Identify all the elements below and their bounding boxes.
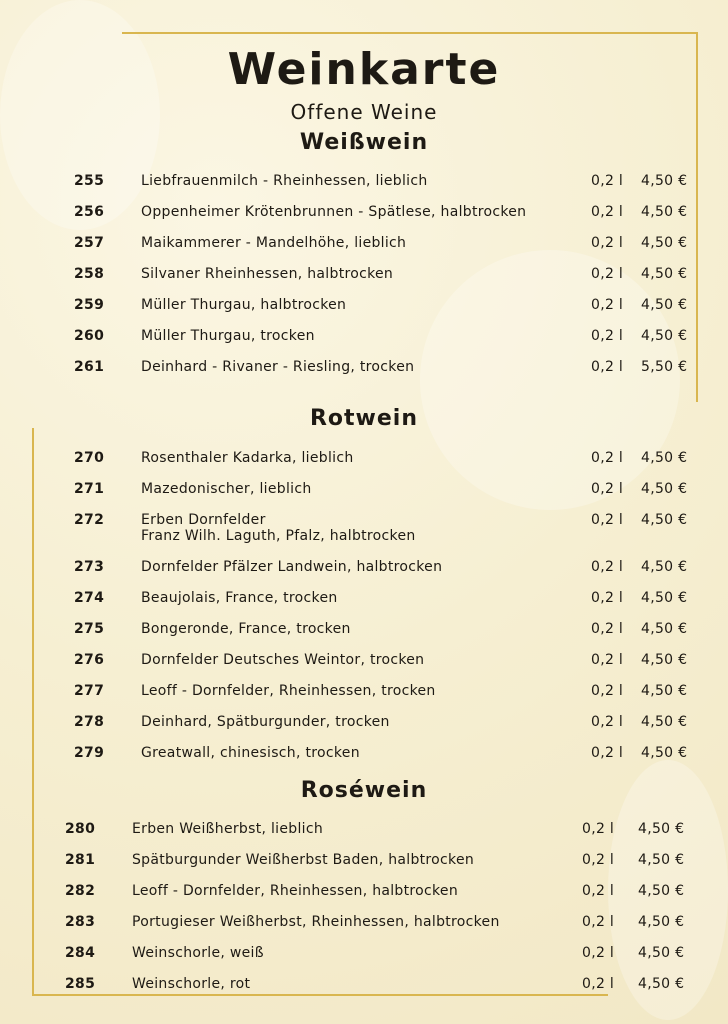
- wine-price: 4,50 €: [641, 266, 688, 282]
- wine-row: [0, 852, 728, 883]
- wine-name: [141, 328, 315, 344]
- wine-row: [0, 512, 728, 559]
- wine-row: [0, 821, 728, 852]
- wine-price: 4,50 €: [638, 914, 685, 930]
- wine-volume: 0,2 l: [591, 450, 624, 466]
- wine-price: 4,50 €: [638, 883, 685, 899]
- wine-name-line: Oppenheimer Krötenbrunnen - Spätlese, halbtrocken: [141, 204, 527, 220]
- wine-number: 274: [74, 590, 105, 606]
- wine-number: 285: [65, 976, 96, 992]
- wine-name: [132, 945, 264, 961]
- wine-name: [141, 297, 346, 313]
- wine-volume: 0,2 l: [591, 328, 624, 344]
- wine-name-line: Mazedonischer, lieblich: [141, 481, 312, 497]
- wine-volume: 0,2 l: [591, 714, 624, 730]
- wine-name: [141, 590, 338, 606]
- wine-row: [0, 450, 728, 481]
- wine-price: 4,50 €: [638, 976, 685, 992]
- wine-name-line: Erben Dornfelder: [141, 512, 266, 528]
- wine-volume: 0,2 l: [591, 235, 624, 251]
- wine-number: 280: [65, 821, 96, 837]
- wine-price: 4,50 €: [641, 683, 688, 699]
- page-subtitle: Offene Weine: [290, 100, 438, 124]
- wine-volume: 0,2 l: [591, 652, 624, 668]
- wine-name-line: Erben Weißherbst, lieblich: [132, 821, 324, 837]
- wine-name-line: Leoff - Dornfelder, Rheinhessen, trocken: [141, 683, 436, 699]
- section-title-rotwein: Rotwein: [309, 406, 419, 431]
- wine-row: [0, 683, 728, 714]
- wine-price: 4,50 €: [641, 481, 688, 497]
- wine-name: [141, 235, 406, 251]
- wine-name-line: Silvaner Rheinhessen, halbtrocken: [141, 266, 394, 282]
- wine-number: 258: [74, 266, 105, 282]
- wine-number: 283: [65, 914, 96, 930]
- wine-row: [0, 481, 728, 512]
- wine-price: 4,50 €: [641, 590, 688, 606]
- wine-volume: 0,2 l: [582, 883, 615, 899]
- page-title: Weinkarte: [227, 44, 501, 95]
- wine-row: [0, 328, 728, 359]
- wine-row: [0, 745, 728, 776]
- wine-name-line: Rosenthaler Kadarka, lieblich: [141, 450, 354, 466]
- wine-volume: 0,2 l: [591, 204, 624, 220]
- wine-price: 4,50 €: [641, 652, 688, 668]
- wine-number: 259: [74, 297, 105, 313]
- wine-name: [132, 976, 250, 992]
- wine-name: [141, 266, 393, 282]
- wine-volume: 0,2 l: [582, 945, 615, 961]
- wine-name: [132, 883, 458, 899]
- wine-volume: 0,2 l: [591, 683, 624, 699]
- wine-number: 270: [74, 450, 105, 466]
- wine-price: 4,50 €: [641, 297, 688, 313]
- wine-row: [0, 621, 728, 652]
- wine-name: [141, 652, 424, 668]
- frame-top-line: [122, 32, 698, 34]
- wine-name: [141, 359, 414, 375]
- wine-price: 4,50 €: [638, 821, 685, 837]
- wine-row: [0, 883, 728, 914]
- wine-name: [132, 852, 474, 868]
- wine-price: 5,50 €: [641, 359, 688, 375]
- section-rosewein: [0, 821, 728, 1007]
- wine-name: [132, 914, 500, 930]
- wine-name-line: Portugieser Weißherbst, Rheinhessen, halbtrocken: [132, 914, 500, 930]
- wine-name-line: Weinschorle, weiß: [132, 945, 264, 961]
- wine-name-line: Dornfelder Deutsches Weintor, trocken: [141, 652, 425, 668]
- wine-name-line: Müller Thurgau, halbtrocken: [141, 297, 347, 313]
- wine-name: [141, 683, 436, 699]
- wine-name: [141, 512, 416, 544]
- section-title-weisswein: Weißwein: [299, 130, 429, 155]
- wine-volume: 0,2 l: [591, 266, 624, 282]
- wine-name-line: Deinhard - Rivaner - Riesling, trocken: [141, 359, 415, 375]
- wine-volume: 0,2 l: [591, 590, 624, 606]
- wine-volume: 0,2 l: [591, 173, 624, 189]
- wine-name-line: Greatwall, chinesisch, trocken: [141, 745, 360, 761]
- wine-volume: 0,2 l: [591, 559, 624, 575]
- wine-number: 273: [74, 559, 105, 575]
- wine-name-line: Müller Thurgau, trocken: [141, 328, 315, 344]
- wine-row: [0, 173, 728, 204]
- wine-number: 271: [74, 481, 105, 497]
- wine-row: [0, 559, 728, 590]
- wine-price: 4,50 €: [638, 852, 685, 868]
- wine-row: [0, 235, 728, 266]
- wine-volume: 0,2 l: [582, 821, 615, 837]
- wine-name-line: Spätburgunder Weißherbst Baden, halbtrocken: [132, 852, 475, 868]
- wine-volume: 0,2 l: [582, 852, 615, 868]
- wine-price: 4,50 €: [641, 714, 688, 730]
- wine-number: 255: [74, 173, 105, 189]
- wine-number: 279: [74, 745, 105, 761]
- wine-name: [132, 821, 323, 837]
- wine-number: 282: [65, 883, 96, 899]
- wine-volume: 0,2 l: [591, 745, 624, 761]
- wine-volume: 0,2 l: [591, 512, 624, 528]
- wine-name: [141, 714, 390, 730]
- section-weisswein: [0, 173, 728, 390]
- wine-number: 261: [74, 359, 105, 375]
- wine-name: [141, 745, 360, 761]
- wine-name-line: Weinschorle, rot: [132, 976, 251, 992]
- wine-price: 4,50 €: [641, 328, 688, 344]
- section-title-rosewein: Roséwein: [300, 778, 428, 803]
- wine-price: 4,50 €: [641, 235, 688, 251]
- wine-row: [0, 204, 728, 235]
- wine-row: [0, 976, 728, 1007]
- wine-name-line: Dornfelder Pfälzer Landwein, halbtrocken: [141, 559, 443, 575]
- wine-name: [141, 204, 526, 220]
- wine-row: [0, 359, 728, 390]
- wine-row: [0, 714, 728, 745]
- wine-price: 4,50 €: [638, 945, 685, 961]
- wine-number: 277: [74, 683, 105, 699]
- section-rotwein: [0, 450, 728, 776]
- wine-volume: 0,2 l: [582, 914, 615, 930]
- wine-number: 278: [74, 714, 105, 730]
- wine-volume: 0,2 l: [591, 621, 624, 637]
- wine-volume: 0,2 l: [582, 976, 615, 992]
- wine-name-line: Liebfrauenmilch - Rheinhessen, lieblich: [141, 173, 428, 189]
- wine-row: [0, 590, 728, 621]
- wine-price: 4,50 €: [641, 450, 688, 466]
- wine-row: [0, 945, 728, 976]
- wine-number: 275: [74, 621, 105, 637]
- wine-volume: 0,2 l: [591, 481, 624, 497]
- wine-name: [141, 481, 312, 497]
- wine-name: [141, 173, 428, 189]
- wine-row: [0, 297, 728, 328]
- wine-price: 4,50 €: [641, 173, 688, 189]
- wine-row: [0, 652, 728, 683]
- wine-row: [0, 914, 728, 945]
- wine-name: [141, 621, 351, 637]
- wine-price: 4,50 €: [641, 621, 688, 637]
- wine-name: [141, 450, 354, 466]
- wine-number: 276: [74, 652, 105, 668]
- wine-volume: 0,2 l: [591, 297, 624, 313]
- wine-number: 260: [74, 328, 105, 344]
- wine-number: 272: [74, 512, 105, 528]
- wine-name-line: Maikammerer - Mandelhöhe, lieblich: [141, 235, 407, 251]
- wine-price: 4,50 €: [641, 745, 688, 761]
- wine-row: [0, 266, 728, 297]
- wine-name-line: Leoff - Dornfelder, Rheinhessen, halbtrocken: [132, 883, 459, 899]
- wine-price: 4,50 €: [641, 204, 688, 220]
- wine-number: 284: [65, 945, 96, 961]
- wine-number: 281: [65, 852, 96, 868]
- wine-name: [141, 559, 442, 575]
- wine-name-line: Franz Wilh. Laguth, Pfalz, halbtrocken: [141, 528, 416, 544]
- wine-number: 256: [74, 204, 105, 220]
- wine-name-line: Beaujolais, France, trocken: [141, 590, 338, 606]
- wine-price: 4,50 €: [641, 559, 688, 575]
- wine-number: 257: [74, 235, 105, 251]
- wine-price: 4,50 €: [641, 512, 688, 528]
- wine-name-line: Bongeronde, France, trocken: [141, 621, 351, 637]
- wine-volume: 0,2 l: [591, 359, 624, 375]
- wine-name-line: Deinhard, Spätburgunder, trocken: [141, 714, 390, 730]
